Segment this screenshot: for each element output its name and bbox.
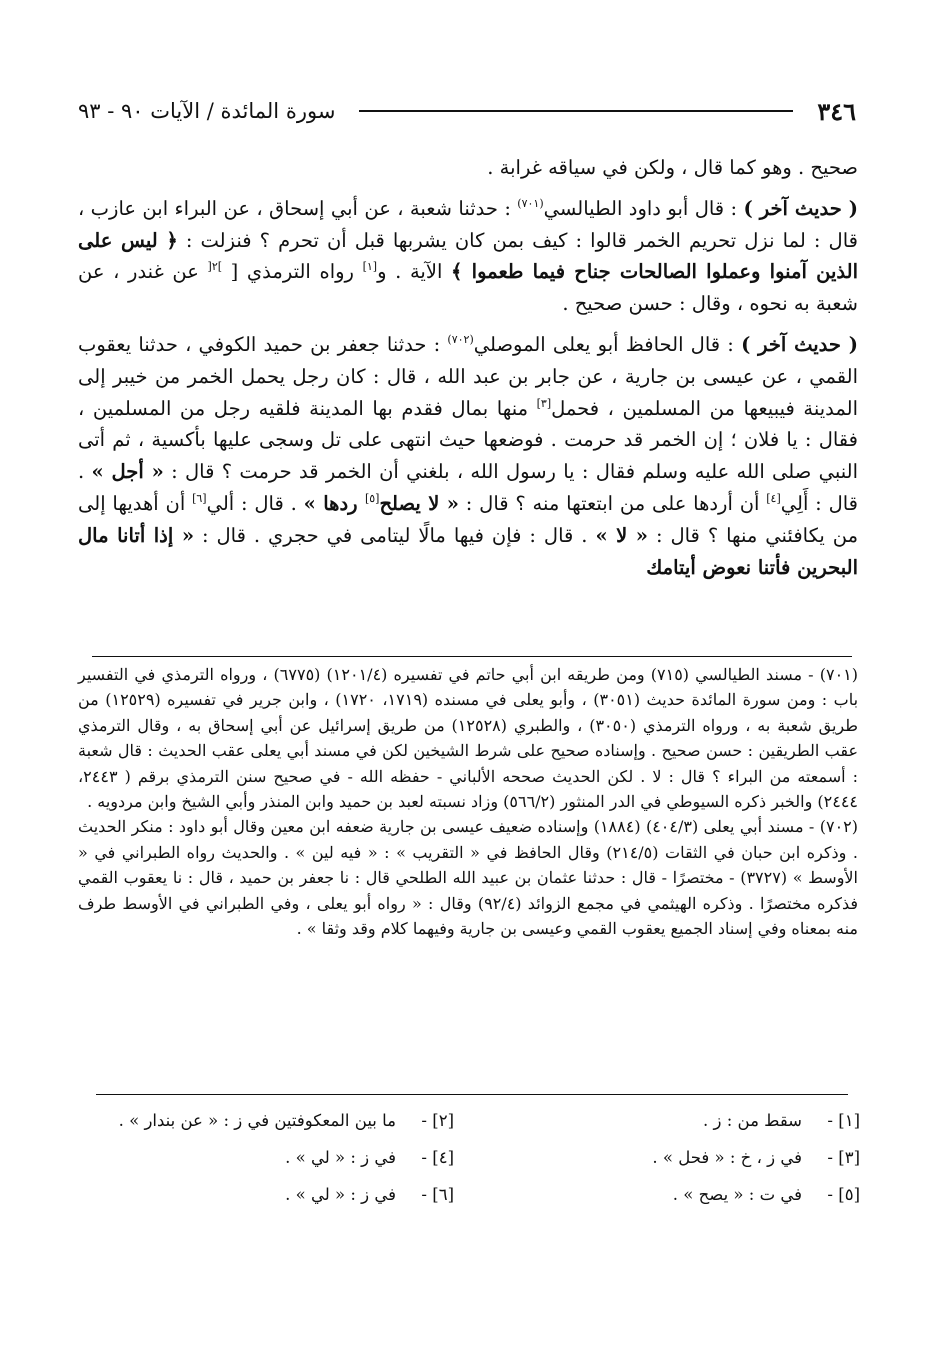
variant-text: في ز : « لي » . <box>285 1148 396 1167</box>
prophetic-quote: « لا » <box>595 523 648 547</box>
variant-ref-2: ]٢[ <box>207 260 223 274</box>
variant-number: [٤] - <box>421 1148 454 1167</box>
quran-verse: ﴿ ليس على الذين آمنوا وعملوا الصالحات جناح فيما طعموا ﴾ <box>78 228 858 284</box>
page-number: ٣٤٦ <box>817 96 856 126</box>
footnote-ref-701: (٧٠١) <box>517 196 544 210</box>
paragraph-hadith-702 <box>78 329 858 583</box>
variant-note <box>484 1141 860 1174</box>
main-text <box>78 152 858 583</box>
footnote-702: (٧٠٢) - مسند أبي يعلى (٤٠٤/٣) (١٨٨٤) وإسناده ضعيف عيسى بن جارية ضعفه ابن معين وقال أبو داود : منكر الحديث . وذكره ابن حبان في الثقات (٢١٤/٥) وقال الحافظ في « التقريب » : « فيه لين » . والحديث رواه الطبراني في « الأوسط » (٣٧٢٧) - مختصرًا - قال : حدثنا عثمان بن عبيد الله الطلحي قال : نا جعفر بن حميد ، قال : نا يعقوب القمي فذكره مختصرًا . وذكره الهيثمي في مجمع الزوائد (٩٢/٤) وقال : « رواه أبو يعلى ، وفي الطبراني في الأوسط طرف منه بمعناه وفي إسناد الجميع يعقوب القمي وعيسى بن جارية وفيهما كلام وقد وثقا » . <box>78 817 859 939</box>
footnote-701: (٧٠١) - مسند الطيالسي (٧١٥) ومن طريقه ابن أبي حاتم في تفسيره (١٢٠١/٤) (٦٧٧٥) ، ورواه الترمذي في التفسير باب : ومن سورة المائدة حديث (٣٠٥١) ، وأبو يعلى في مسنده (١٧١٩، ١٧٢٠) ، وابن جرير في تفسيره (١٢٥٢٩) من طريق شعبة به ، ورواه الترمذي (٣٠٥٠) ، والطبري (١٢٥٢٨) من طريق إسرائيل عن أبي إسحاق به ، وقال الترمذي عقب الطريقين : حسن صحيح . وإسناده صحيح على شرط الشيخين لكن في مسند أبي يعلى عقب الحديث : قال شعبة : أسمعته من البراء ؟ قال : لا . لكن الحديث صححه الألباني - حفظه الله - في صحيح سنن الترمذي برقم ( ٢٤٤٣، ٢٤٤٤) والخبر ذكره السيوطي في الدر المنثور (٥٦٦/٢) وزاد نسبته لعبد بن حميد وابن المنذر وأبي الشيخ وابن مردويه . <box>78 665 859 812</box>
variant-ref-3: [٣] <box>536 396 552 410</box>
text-span: منها بمال فقدم بها المدينة فلقيه رجل من المسلمين ، فقال : يا فلان ؛ إن الخمر قد حرمت . فوضعها حيث انتهى على تل وسجى عليها بأكسية ، ثم أتى النبي صلى الله عليه وسلم فقال : يا رسول الله ، بلغني أن الخمر قد حرمت ؟ قال : <box>78 396 858 484</box>
text-span: : حدثنا شعبة ، عن أبي إسحاق ، عن البراء ابن عازب ، قال : لما نزل تحريم الخمر قالوا : كيف بمن كان يشربها قبل أن تحرم ؟ فنزلت : <box>78 196 858 252</box>
text-span: أن أردها على من ابتعتها منه ؟ قال : <box>458 491 767 515</box>
variant-number: [٦] - <box>421 1185 454 1204</box>
variant-ref-1: [١] <box>362 260 378 274</box>
variant-text: سقط من : ز . <box>703 1111 802 1130</box>
prophetic-quote: « أجل » <box>91 460 164 484</box>
variant-text: في ت : « يصح » . <box>672 1185 802 1204</box>
text-span: أن أهديها إلى من يكافئني منها ؟ قال : <box>78 491 859 547</box>
variant-note <box>78 1104 454 1137</box>
header-rule <box>359 110 793 112</box>
variant-ref-6: [٦] <box>192 491 207 505</box>
page-header <box>78 96 856 126</box>
variant-ref-4: [٤] <box>766 491 781 505</box>
variant-text: في ز : « لي » . <box>285 1185 396 1204</box>
manuscript-variants <box>78 1104 860 1211</box>
variant-note <box>484 1104 860 1137</box>
variant-text: في ز ، خ : « فحل » . <box>652 1148 802 1167</box>
variants-divider <box>96 1094 848 1095</box>
footnotes <box>78 662 858 941</box>
section-label: ( حديث آخر ) <box>743 196 858 220</box>
variant-number: [٣] - <box>827 1148 860 1167</box>
section-label: ( حديث آخر ) <box>741 332 858 356</box>
variant-number: [١] - <box>827 1111 860 1130</box>
variant-note <box>78 1141 454 1174</box>
text-span: : حدثنا جعفر بن حميد الكوفي ، حدثنا يعقوب القمي ، عن عيسى بن جارية ، عن جابر بن عبد الله ، قال : كان رجل يحمل الخمر من خيبر إلى المدينة فيبيعها من المسلمين ، فحمل <box>78 332 858 420</box>
running-title: سورة المائدة / الآيات ٩٠ - ٩٣ <box>78 99 336 123</box>
footnote-divider <box>92 656 852 657</box>
prophetic-quote: « إذا أتانا مال البحرين فأتنا نعوض أيتامك <box>78 523 858 579</box>
text-span: الآية . و <box>377 260 452 284</box>
variant-text: ما بين المعكوفتين في ز : « عن بندار » . <box>118 1111 396 1130</box>
text-span: : قال أبو داود الطيالسي <box>543 196 744 220</box>
text-span: رواه الترمذي [ <box>222 260 363 284</box>
variant-ref-5: [٥] <box>364 491 380 505</box>
variant-number: [٥] - <box>827 1185 860 1204</box>
variant-number: [٢] - <box>421 1111 454 1130</box>
text-span: . قال : أَلِي <box>78 460 858 515</box>
variant-note <box>484 1178 860 1211</box>
prophetic-quote: ردها » <box>303 491 365 515</box>
text-span: عن غندر ، عن شعبة به نحوه ، وقال : حسن صحيح . <box>78 260 858 316</box>
text-span: . قال : ألي <box>206 491 304 515</box>
footnote-ref-702: (٧٠٢) <box>447 332 474 346</box>
paragraph-hadith-701 <box>78 193 858 320</box>
text-span: . قال : فإن فيها مالًا ليتامى في حجري . قال : <box>194 523 596 547</box>
variant-note <box>78 1178 454 1211</box>
paragraph-intro: صحيح . وهو كما قال ، ولكن في سياقه غرابة . <box>487 156 858 179</box>
text-span: : قال الحافظ أبو يعلى الموصلي <box>473 332 742 356</box>
prophetic-quote: « لا يصلح <box>379 491 459 515</box>
